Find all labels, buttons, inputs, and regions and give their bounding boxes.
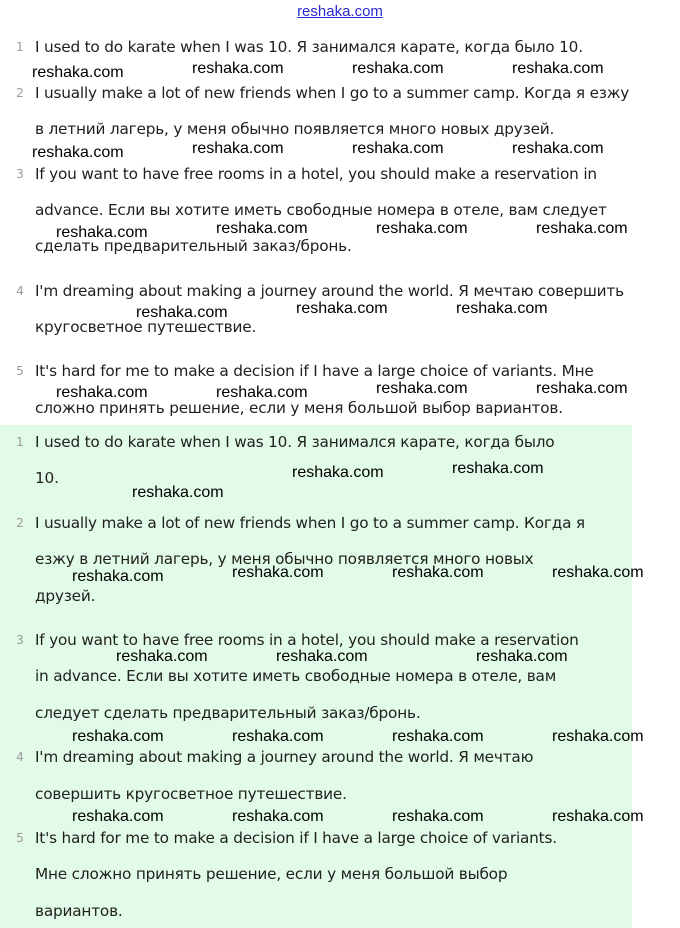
watermark: reshaka.com bbox=[552, 808, 644, 825]
item-text-line: I'm dreaming about making a journey around the world. Я мечтаю совершить bbox=[35, 282, 624, 300]
watermark: reshaka.com bbox=[72, 728, 164, 745]
watermark: reshaka.com bbox=[552, 564, 644, 581]
watermark: reshaka.com bbox=[32, 64, 124, 81]
watermark: reshaka.com bbox=[536, 380, 628, 397]
item-text-line: следует сделать предварительный заказ/бронь. bbox=[35, 704, 421, 722]
watermark: reshaka.com bbox=[276, 648, 368, 665]
item-text-line: in advance. Если вы хотите иметь свободные номера в отеле, вам bbox=[35, 667, 557, 685]
item-number: 2 bbox=[16, 516, 24, 530]
item-text-line: advance. Если вы хотите иметь свободные номера в отеле, вам следует bbox=[35, 201, 607, 219]
item-number: 3 bbox=[16, 633, 24, 647]
watermark: reshaka.com bbox=[376, 220, 468, 237]
site-link[interactable]: reshaka.com bbox=[297, 3, 383, 20]
item-text-line: вариантов. bbox=[35, 902, 123, 920]
item-text-line: друзей. bbox=[35, 587, 96, 605]
watermark: reshaka.com bbox=[72, 808, 164, 825]
item-text-line: сделать предварительный заказ/бронь. bbox=[35, 237, 352, 255]
item-text-line: I usually make a lot of new friends when I go to a summer camp. Когда я bbox=[35, 514, 585, 532]
watermark: reshaka.com bbox=[352, 140, 444, 157]
watermark: reshaka.com bbox=[32, 144, 124, 161]
item-text-line: I used to do karate when I was 10. Я занимался карате, когда было bbox=[35, 433, 555, 451]
watermark: reshaka.com bbox=[452, 460, 544, 477]
watermark: reshaka.com bbox=[216, 220, 308, 237]
item-text-line: If you want to have free rooms in a hotel, you should make a reservation in bbox=[35, 165, 597, 183]
item-number: 4 bbox=[16, 750, 24, 764]
watermark: reshaka.com bbox=[232, 728, 324, 745]
item-text-line: It's hard for me to make a decision if I have a large choice of variants. Мне bbox=[35, 362, 594, 380]
item-number: 2 bbox=[16, 86, 24, 100]
watermark: reshaka.com bbox=[512, 60, 604, 77]
watermark: reshaka.com bbox=[72, 568, 164, 585]
watermark: reshaka.com bbox=[192, 140, 284, 157]
watermark: reshaka.com bbox=[216, 384, 308, 401]
watermark: reshaka.com bbox=[376, 380, 468, 397]
watermark: reshaka.com bbox=[476, 648, 568, 665]
watermark: reshaka.com bbox=[536, 220, 628, 237]
watermark: reshaka.com bbox=[512, 140, 604, 157]
watermark: reshaka.com bbox=[232, 564, 324, 581]
item-number: 1 bbox=[16, 435, 24, 449]
watermark: reshaka.com bbox=[552, 728, 644, 745]
item-text-line: совершить кругосветное путешествие. bbox=[35, 785, 347, 803]
item-number: 4 bbox=[16, 284, 24, 298]
watermark: reshaka.com bbox=[296, 300, 388, 317]
item-text-line: I usually make a lot of new friends when I go to a summer camp. Когда я езжу bbox=[35, 84, 630, 102]
item-text-line: кругосветное путешествие. bbox=[35, 318, 257, 336]
watermark: reshaka.com bbox=[392, 564, 484, 581]
item-number: 3 bbox=[16, 167, 24, 181]
watermark: reshaka.com bbox=[56, 384, 148, 401]
watermark: reshaka.com bbox=[456, 300, 548, 317]
watermark: reshaka.com bbox=[56, 224, 148, 241]
watermark: reshaka.com bbox=[132, 484, 224, 501]
watermark: reshaka.com bbox=[192, 60, 284, 77]
item-text-line: I used to do karate when I was 10. Я занимался карате, когда было 10. bbox=[35, 38, 583, 56]
item-text-line: езжу в летний лагерь, у меня обычно появляется много новых bbox=[35, 550, 534, 568]
item-text-line: сложно принять решение, если у меня большой выбор вариантов. bbox=[35, 399, 563, 417]
watermark: reshaka.com bbox=[232, 808, 324, 825]
item-number: 5 bbox=[16, 831, 24, 845]
watermark: reshaka.com bbox=[136, 304, 228, 321]
item-text-line: Мне сложно принять решение, если у меня большой выбор bbox=[35, 865, 508, 883]
item-text-line: It's hard for me to make a decision if I have a large choice of variants. bbox=[35, 829, 557, 847]
watermark: reshaka.com bbox=[116, 648, 208, 665]
watermark: reshaka.com bbox=[392, 808, 484, 825]
item-text-line: в летний лагерь, у меня обычно появляется много новых друзей. bbox=[35, 120, 555, 138]
item-number: 5 bbox=[16, 364, 24, 378]
watermark: reshaka.com bbox=[392, 728, 484, 745]
item-text-line: 10. bbox=[35, 469, 59, 487]
watermark: reshaka.com bbox=[352, 60, 444, 77]
item-text-line: I'm dreaming about making a journey around the world. Я мечтаю bbox=[35, 748, 534, 766]
watermark: reshaka.com bbox=[292, 464, 384, 481]
item-text-line: If you want to have free rooms in a hotel, you should make a reservation bbox=[35, 631, 579, 649]
item-number: 1 bbox=[16, 40, 24, 54]
